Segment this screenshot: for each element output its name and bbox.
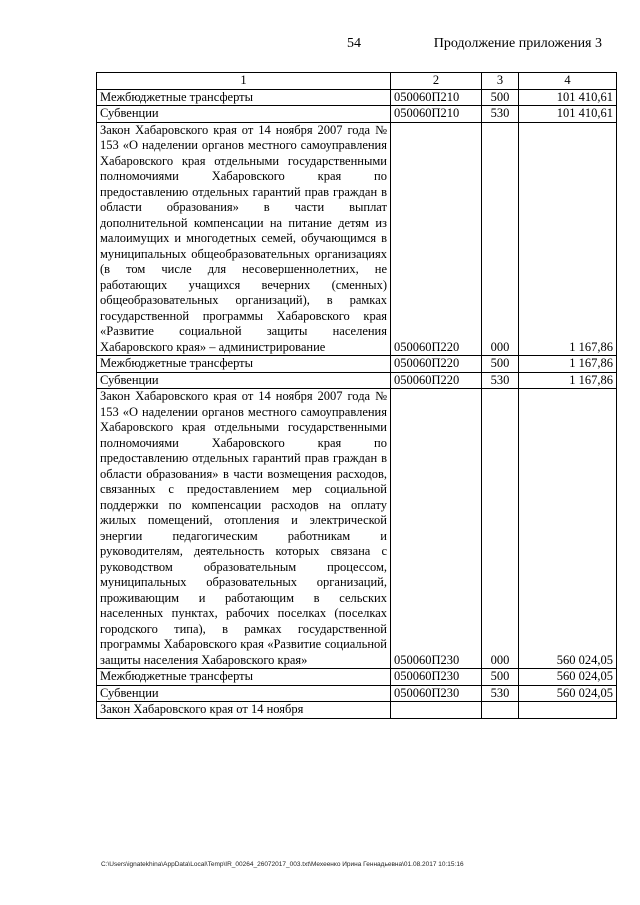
column-header-2: 2 <box>391 73 482 90</box>
row-name: Межбюджетные трансферты <box>97 669 391 686</box>
row-target-code <box>391 702 482 719</box>
row-target-code: 050060П220 <box>391 122 482 356</box>
row-name: Субвенции <box>97 106 391 123</box>
row-amount: 560 024,05 <box>519 389 617 669</box>
row-amount: 101 410,61 <box>519 89 617 106</box>
row-target-code: 050060П220 <box>391 372 482 389</box>
column-header-1: 1 <box>97 73 391 90</box>
row-expense-type: 530 <box>482 372 519 389</box>
table-row <box>97 89 617 106</box>
table-row <box>97 372 617 389</box>
row-amount: 1 167,86 <box>519 356 617 373</box>
table-row <box>97 106 617 123</box>
row-expense-type: 530 <box>482 106 519 123</box>
appendix-continuation-caption: Продолжение приложения 3 <box>433 36 602 51</box>
row-target-code: 050060П230 <box>391 389 482 669</box>
row-amount <box>519 702 617 719</box>
table-header-row <box>97 73 617 90</box>
table-row <box>97 122 617 356</box>
table-row <box>97 702 617 719</box>
row-target-code: 050060П210 <box>391 89 482 106</box>
row-amount: 101 410,61 <box>519 106 617 123</box>
row-expense-type: 000 <box>482 122 519 356</box>
row-expense-type: 500 <box>482 89 519 106</box>
row-name: Межбюджетные трансферты <box>97 356 391 373</box>
table-row <box>97 685 617 702</box>
column-header-3: 3 <box>482 73 519 90</box>
budget-table <box>96 72 617 719</box>
row-amount: 560 024,05 <box>519 685 617 702</box>
row-amount: 1 167,86 <box>519 372 617 389</box>
row-name: Межбюджетные трансферты <box>97 89 391 106</box>
row-target-code: 050060П220 <box>391 356 482 373</box>
row-name: Закон Хабаровского края от 14 ноября 2007 года № 153 «О наделении органов местного самоуправления Хабаровского края отдельными государственными полномочиями Хабаровского края по предоставлению отдельных гарантий прав граждан в области образования» в части возмещения расходов, связанных с предоставлением мер социальной поддержки по компенсации расходов на оплату жилых помещений, отопления и электрической энергии педагогическим работникам и руководителям, деятельность которых связана с руководством образовательным процессом, муниципальных образовательных организаций, проживающим и работающим в сельских населенных пунктах, рабочих поселках (поселках городского типа), в рамках государственной программы Хабаровского края «Развитие социальной защиты населения Хабаровского края» <box>97 389 391 669</box>
row-amount: 560 024,05 <box>519 669 617 686</box>
row-target-code: 050060П210 <box>391 106 482 123</box>
row-expense-type: 500 <box>482 356 519 373</box>
column-header-4: 4 <box>519 73 617 90</box>
table-row <box>97 389 617 669</box>
row-expense-type: 500 <box>482 669 519 686</box>
row-name: Субвенции <box>97 372 391 389</box>
row-target-code: 050060П230 <box>391 669 482 686</box>
table-row <box>97 356 617 373</box>
row-amount: 1 167,86 <box>519 122 617 356</box>
row-target-code: 050060П230 <box>391 685 482 702</box>
row-expense-type: 000 <box>482 389 519 669</box>
row-name: Закон Хабаровского края от 14 ноября <box>97 702 391 719</box>
table-row <box>97 669 617 686</box>
row-expense-type <box>482 702 519 719</box>
row-expense-type: 530 <box>482 685 519 702</box>
row-name: Закон Хабаровского края от 14 ноября 2007 года № 153 «О наделении органов местного самоуправления Хабаровского края отдельными государственными полномочиями Хабаровского края по предоставлению отдельных гарантий прав граждан в области образования» в части выплат дополнительной компенсации на питание детям из малоимущих и многодетных семей, обучающимся в муниципальных общеобразовательных организациях (в том числе для несовершеннолетних, не работающих учащихся вечерних (сменных) общеобразовательных организаций), в рамках государственной программы Хабаровского края «Развитие социальной защиты населения Хабаровского края» – администрирование <box>97 122 391 356</box>
page-number: 54 <box>347 36 361 51</box>
row-name: Субвенции <box>97 685 391 702</box>
document-file-path: C:\Users\ignatekhina\AppData\Local\Temp\IR_00264_26072017_003.txt\Мехеенко Ирина Геннадьевна\01.08.2017 10:15:16 <box>101 861 464 868</box>
